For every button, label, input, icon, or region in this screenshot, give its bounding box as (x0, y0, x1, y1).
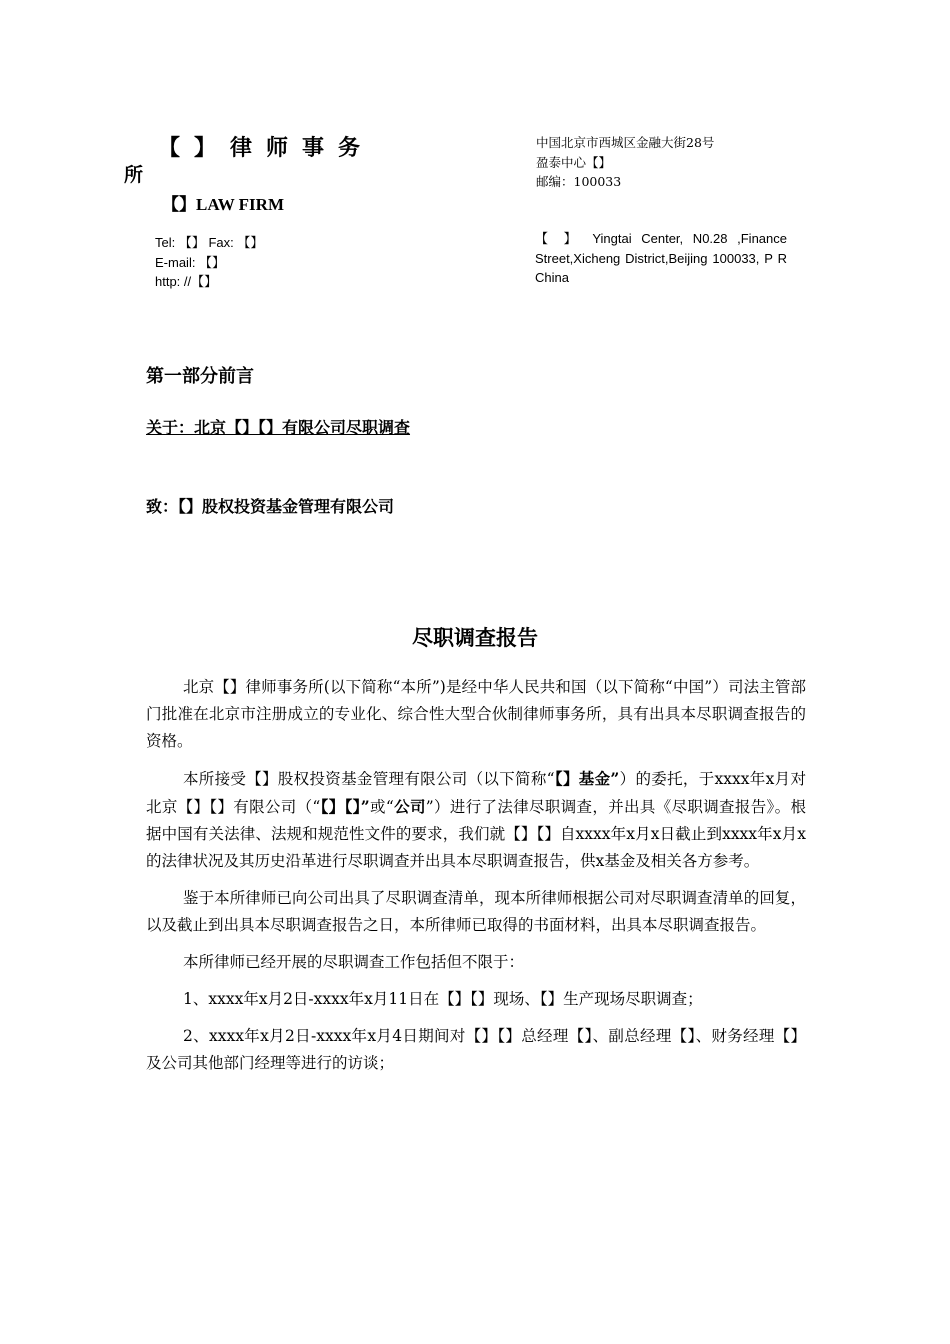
address-en: 【 】 Yingtai Center, N0.28 ,Finance Street,Xicheng District,Beijing 100033, P R China (535, 231, 787, 285)
firm-name-cn: 【】律师事务 (158, 135, 375, 161)
section-title: 第一部分前言 (146, 366, 254, 387)
paragraph-scope: 本所律师已经开展的尽职调查工作包括但不限于： (183, 953, 525, 971)
report-title: 尽职调查报告 (412, 625, 538, 650)
p2-part-e: 或“ (369, 798, 394, 816)
http-line: http: //【】 (155, 274, 218, 289)
p2-gongsi-term: 公司 (393, 797, 426, 816)
address-cn-line2: 盈泰中心【】 (536, 154, 612, 170)
address-cn-line1: 中国北京市西城区金融大街28号 (536, 135, 715, 150)
list-item-site-visit: 1、xxxx年x月2日-xxxx年x月11日在【】【】现场、【】生产现场尽职调查； (183, 990, 703, 1008)
email-line: E-mail: 【】 (155, 254, 226, 270)
p2-part-a: 本所接受【】股权投资基金管理有限公司（以下简称“ (183, 770, 555, 788)
paragraph-basis: 鉴于本所律师已向公司出具了尽职调查清单，现本所律师根据公司对尽职调查清单的回复，以及截止到出具本尽职调查报告之日，本所律师已取得的书面材料，出具本尽职调查报告。 (146, 889, 806, 934)
p2-part-g: ”）进行了法律尽职调查，并出具《尽职调查报告》。根据中国有关法律、法规和规范性文件的要求，我们就【】【】自xxxx年x月x日截止到xxxx年x月x的法律状况及其历史沿革进行尽职调查并出具本尽职调查报告，供x基金及相关各方参考。 (146, 798, 806, 870)
paragraph-engagement (146, 765, 806, 875)
address-cn (536, 133, 714, 192)
report-body (146, 674, 806, 1087)
recipient-line: 致：【】股权投资基金管理有限公司 (146, 497, 395, 516)
firm-name-en: 【】LAW FIRM (162, 195, 284, 214)
firm-name-cn-tail: 所 (124, 164, 144, 186)
address-cn-line3: 邮编：100033 (536, 174, 622, 189)
p2-fund-term: 【】基金” (554, 769, 620, 788)
paragraph-intro: 北京【】律师事务所(以下简称“本所”)是经中华人民共和国（以下简称“中国”）司法主管部门批准在北京市注册成立的专业化、综合性大型合伙制律师事务所，具有出具本尽职调查报告的资格。 (146, 678, 806, 750)
tel-fax-line: Tel: 【】 Fax: 【】 (155, 235, 264, 250)
p2-part-c: ）的委托，于xxxx年x月对北京【】【】有限公司（“ (146, 770, 806, 816)
p2-company-term: 【】【】” (320, 797, 370, 816)
list-item-interviews: 2、xxxx年x月2日-xxxx年x月4日期间对【】【】总经理【】、副总经理【】、财务经理【】及公司其他部门经理等进行的访谈； (146, 1027, 806, 1072)
contact-block (155, 233, 263, 292)
about-line: 关于：北京【】【】有限公司尽职调查 (146, 418, 411, 437)
